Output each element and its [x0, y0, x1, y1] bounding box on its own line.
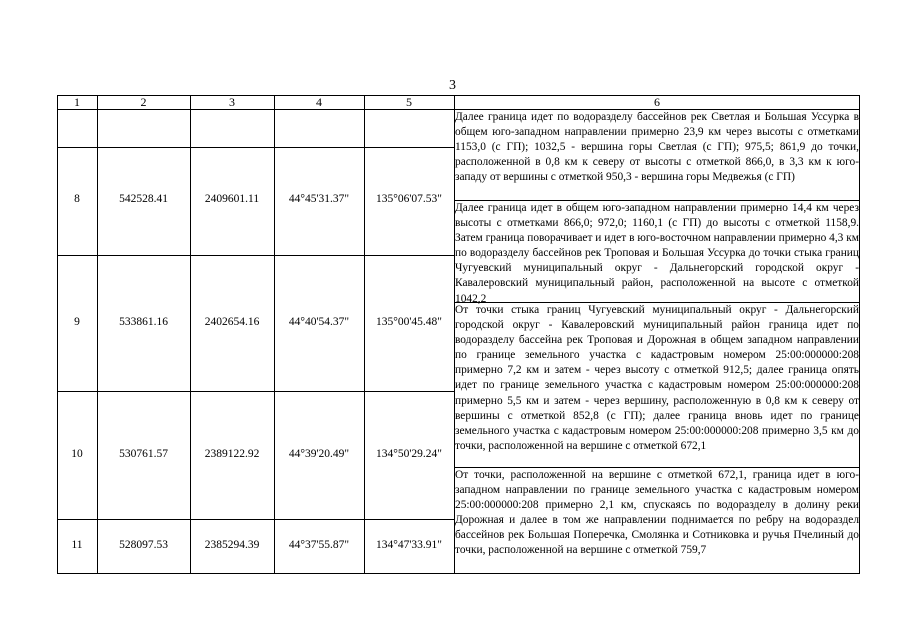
column-divider [364, 95, 365, 574]
boundary-description: Далее граница идет по водоразделу бассейнов рек Светлая и Большая Уссурка в общем юго-западном направлении примерно 23,9 км через высоты с отметками 1153,0 (с ГП); 1032,5 - вершина горы Светлая (с ГП); 975,5; 861,9 до точки, расположенной в 0,8 км к северу от высоты с отметкой 866,0, в 3,3 км к юго-западу от вершины с отметкой 950,3 - вершина горы Медвежья (с ГП) [455, 111, 859, 184]
longitude: 134°50'29.24" [376, 448, 442, 460]
point-number: 8 [74, 193, 80, 205]
row-divider [57, 147, 454, 148]
header-col-2: 2 [140, 95, 147, 109]
coord-y: 2385294.39 [204, 539, 260, 551]
header-col-3: 3 [229, 95, 235, 109]
column-divider [274, 95, 275, 574]
point-number: 9 [74, 316, 80, 328]
coord-y: 2389122.92 [204, 448, 260, 460]
coord-x: 542528.41 [119, 193, 168, 205]
header-col-1: 1 [74, 95, 80, 109]
longitude: 134°47'33.91" [376, 539, 442, 551]
boundary-description: Далее граница идет в общем юго-западном направлении примерно 14,4 км через высоты с отметками 866,0; 972,0; 1160,1 (с ГП) до высоты с отметкой 1158,9. Затем граница поворачивает и идет в юго-восточном направлении примерно 4,3 км по водоразделу бассейнов рек Троповая и Большая Уссурка до точки стыка границ Чугуевский муниципальный округ - Дальнегорский городской округ - Кавалеровский муниципальный район, расположенной на высоте с отметкой 1042,2 [455, 202, 859, 305]
column-divider [97, 95, 98, 574]
coord-y: 2409601.11 [204, 193, 260, 205]
coord-x: 533861.16 [119, 316, 168, 328]
point-number: 11 [71, 539, 83, 551]
boundary-description: От точки стыка границ Чугуевский муниципальный округ - Дальнегорский городской округ - Кавалеровский муниципальный район граница идет по водоразделу бассейна рек Троповая и Дорожная в общем западном направлении по границе земельного участка с кадастровым номером 25:00:000000:208 примерно 7,2 км и затем - через высоту с отметкой 912,5; далее граница опять идет по границе земельного участка с кадастровым номером 25:00:000000:208 примерно 5,5 км и затем - через вершину, расположенную в 0,8 км к северу от вершины с отметкой 852,8 (с ГП); далее граница вновь идет по границе земельного участка с кадастровым номером 25:00:000000:208 примерно 3,5 км до точки, расположенной на вершине с отметкой 672,1 [455, 304, 859, 452]
latitude: 44°40'54.37" [288, 316, 350, 328]
latitude: 44°39'20.49" [288, 448, 350, 460]
column-divider [190, 95, 191, 574]
page-number: 3 [449, 78, 456, 93]
boundary-description: От точки, расположенной на вершине с отметкой 672,1, граница идет в юго-западном направлении по границе земельного участка с кадастровым номером 25:00:000000:208 примерно 2,1 км, спускаясь по водоразделу в долину реки Дорожная и далее в том же направлении поднимается по ребру на водораздел бассейнов рек Большая Поперечка, Смолянка и Сотниковка и ручья Пчелиный до точки, расположенной на вершине с отметкой 759,7 [455, 469, 859, 557]
header-col-4: 4 [316, 95, 322, 109]
coord-x: 528097.53 [119, 539, 168, 551]
latitude: 44°45'31.37" [288, 193, 350, 205]
header-col-6: 6 [654, 95, 660, 109]
row-divider [57, 255, 454, 256]
longitude: 135°00'45.48" [376, 316, 442, 328]
row-divider [57, 519, 454, 520]
longitude: 135°06'07.53" [376, 193, 442, 205]
header-col-5: 5 [406, 95, 412, 109]
latitude: 44°37'55.87" [288, 539, 350, 551]
row-divider [57, 391, 454, 392]
coord-x: 530761.57 [119, 448, 168, 460]
point-number: 10 [71, 448, 83, 460]
coord-y: 2402654.16 [204, 316, 260, 328]
